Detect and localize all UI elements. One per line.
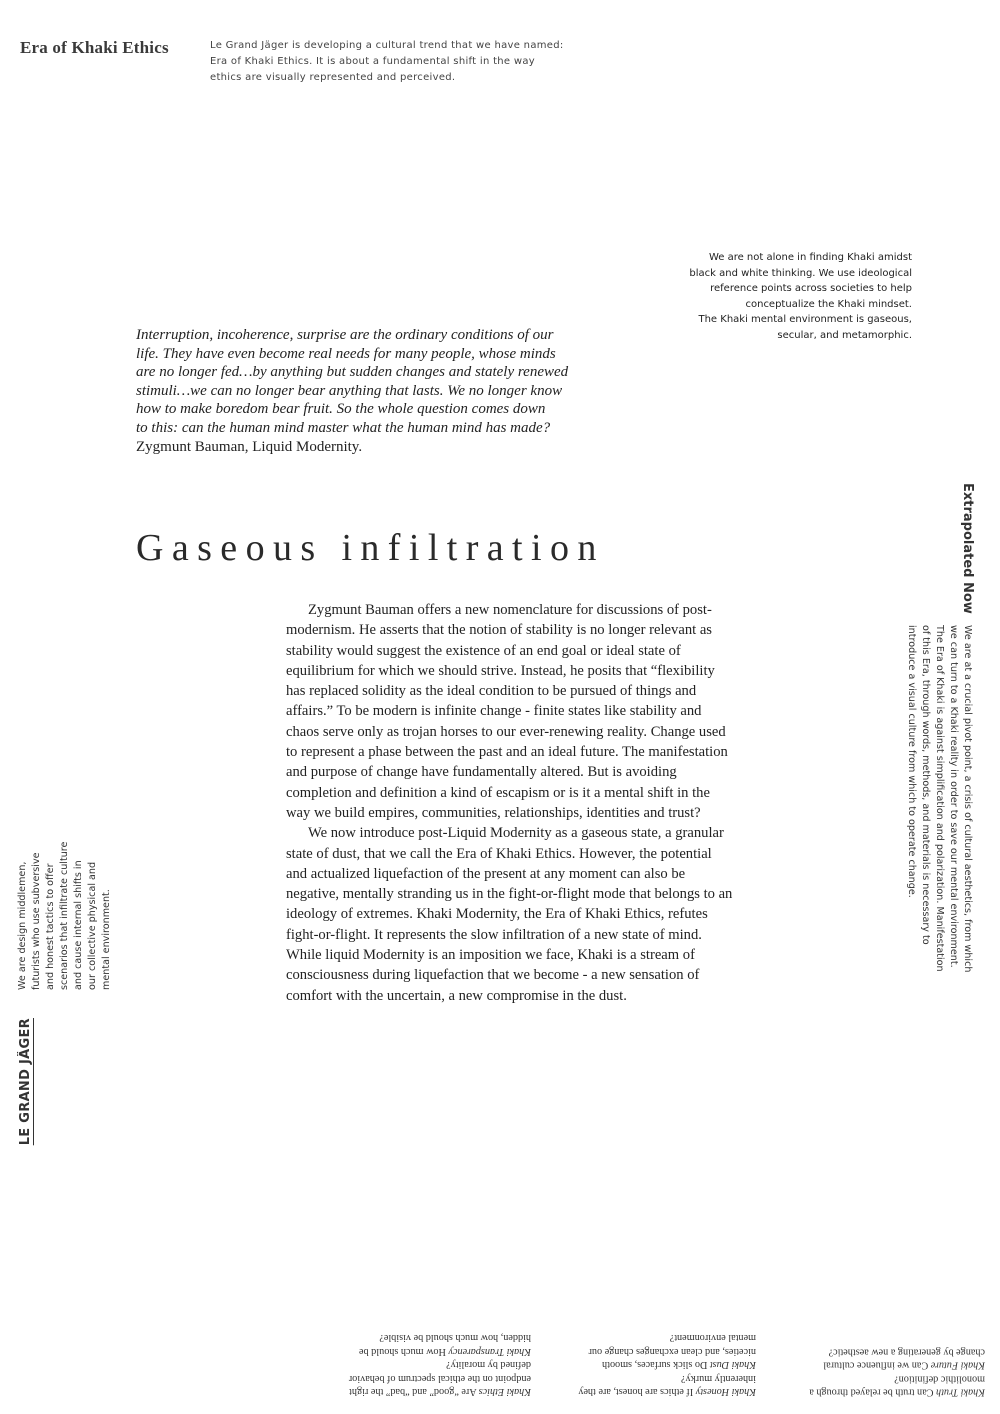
bauman-quote [136, 326, 616, 456]
footer-text: Do slick surfaces, smooth [602, 1359, 710, 1371]
footer-line [566, 1385, 756, 1398]
right-sidebar-text [904, 625, 974, 972]
footer-line [335, 1358, 531, 1371]
footer-text: inherently murky? [681, 1372, 756, 1384]
quote-line: life. They have even become real needs for many people, whose minds [136, 345, 556, 362]
footer-text: monolithic definition? [894, 1373, 985, 1385]
footer-term: Khaki Future [930, 1359, 985, 1371]
quote-line: are no longer fed…by anything but sudden changes and stately renewed [136, 364, 569, 381]
footer-text: If ethics are honest, are they [578, 1386, 696, 1398]
left-sidebar-line: scenarios that infiltrate culture [59, 841, 70, 990]
right-sidebar-line: we can turn to a Khaki reality in order to save our mental environment. [948, 625, 959, 968]
footer-text: endpoint on the ethical spectrum of behavior [348, 1372, 531, 1384]
intro-text [210, 38, 570, 86]
footer-line [792, 1372, 985, 1385]
article-body [286, 600, 736, 1006]
article-paragraph: We now introduce post-Liquid Modernity as a gaseous state, a granular state of dust, that we call the Era of Khaki Ethics. However, the potential and actualized liquefaction of the present at any moment can also be negative, mentally stranding us in the fight-or-flight mode that belongs to an ideology of extremes. Khaki Modernity, the Era of Khaki Ethics, refutes fight-or-flight. It represents the slow infiltration of a new state of mind. While liquid Modernity is an imposition we face, Khaki is a stream of consciousness during liquefaction that we become - a new sensation of comfort with the uncertain, a new compromise in the dust. [286, 825, 733, 1004]
footer-question-block [566, 1331, 756, 1398]
footer-line [335, 1331, 531, 1344]
page-title: Era of Khaki Ethics [20, 38, 169, 57]
footer-line [792, 1385, 985, 1398]
footer-question-block [335, 1331, 531, 1398]
footer-text: How much should be [359, 1345, 449, 1357]
left-sidebar-line: futurists who use subversive [31, 852, 42, 990]
khaki-note-line: secular, and metamorphic. [777, 329, 912, 341]
footer-text: hidden, how much should be visible? [379, 1332, 531, 1344]
footer-line [792, 1345, 985, 1358]
article-paragraph: Zygmunt Bauman offers a new nomenclature for discussions of post-modernism. He asserts that the notion of stability is no longer relevant as stability would suggest the existence of an end goal or ideal state of equilibrium for which we should strive. Instead, he posits that “flexibility has replaced solidity as the ideal condition to be pursued of things and affairs.” To be modern is infinite change - finite states like stability and chaos serve only as trojan horses to our ever-renewing reality. Change used to represent a phase between the past and an ideal future. The manifestation and purpose of change have fundamentally altered. But is avoiding completion and definition a kind of escapism or is it a mental shift in the way we build empires, communities, relationships, identities and trust? [286, 602, 728, 821]
footer-line [792, 1358, 985, 1371]
right-sidebar-line: introduce a visual culture from which to operate change. [906, 625, 917, 898]
khaki-note-line: We are not alone in finding Khaki amidst [708, 252, 912, 263]
footer-line [566, 1358, 756, 1371]
intro-line: Era of Khaki Ethics. It is about a fundamental shift in the way [210, 56, 535, 67]
khaki-note-line: The Khaki mental environment is gaseous, [698, 314, 912, 325]
footer-text: change by generating a new aesthetic? [828, 1346, 985, 1358]
quote-attribution: Zygmunt Bauman, Liquid Modernity. [136, 438, 363, 455]
footer-line [335, 1371, 531, 1384]
footer-term: Khaki Honesty [695, 1386, 756, 1398]
footer-term: Khaki Truth [936, 1386, 985, 1398]
khaki-note-line: reference points across societies to help [710, 283, 912, 294]
footer-text: niceties, and clean exchanges change our [588, 1345, 756, 1357]
footer-line [566, 1344, 756, 1357]
left-sidebar-text [16, 840, 114, 990]
right-sidebar-line: of this Era, through words, methods, and materials is necessary to [920, 625, 931, 945]
left-sidebar-line: and honest tactics to offer [45, 863, 56, 990]
footer-text: mental environment? [669, 1332, 756, 1344]
article-heading: Gaseous infiltration [136, 527, 605, 569]
right-sidebar-line: The Era of Khaki is against simplification and polarization. Manifestation [934, 625, 945, 972]
sidebar-title: Extrapolated Now [960, 483, 975, 614]
left-sidebar-line: and cause internal shifts in [73, 860, 84, 990]
khaki-note-line: conceptualize the Khaki mindset. [745, 298, 912, 310]
quote-line: Interruption, incoherence, surprise are the ordinary conditions of our [136, 327, 554, 343]
footer-text: Can we influence cultural [823, 1359, 931, 1371]
intro-line: Le Grand Jäger is developing a cultural trend that we have named: [210, 40, 564, 51]
khaki-note [612, 250, 912, 343]
footer-question-block [792, 1345, 985, 1399]
left-sidebar-line: We are design middlemen, [17, 861, 28, 990]
quote-line: how to make boredom bear fruit. So the whole question comes down [136, 401, 546, 418]
footer-line [335, 1344, 531, 1357]
left-sidebar-line: our collective physical and [87, 861, 98, 990]
footer-line [566, 1331, 756, 1344]
footer-text: defined by morality? [446, 1359, 531, 1371]
right-sidebar-line: We are at a crucial pivot point, a crisis of cultural aesthetics, from which [962, 625, 973, 973]
quote-line: to this: can the human mind master what the human mind has made? [136, 419, 551, 436]
footer-line [566, 1371, 756, 1384]
footer-text: Can truth be relayed through a [809, 1386, 937, 1398]
footer-text: Are “good” and “bad” the right [349, 1386, 479, 1398]
brand-logo-text: LE GRAND JÄGER [18, 1018, 33, 1146]
footer-term: Khaki Ethics [478, 1386, 531, 1398]
intro-line: ethics are visually represented and perceived. [210, 72, 456, 83]
left-sidebar-line: mental environment. [101, 889, 112, 990]
khaki-note-line: black and white thinking. We use ideological [689, 267, 912, 279]
footer-line [335, 1385, 531, 1398]
footer-term: Khaki Transparency [448, 1345, 531, 1357]
quote-line: stimuli…we can no longer bear anything that lasts. We no longer know [136, 382, 563, 399]
footer-term: Khaki Dust [709, 1359, 756, 1371]
